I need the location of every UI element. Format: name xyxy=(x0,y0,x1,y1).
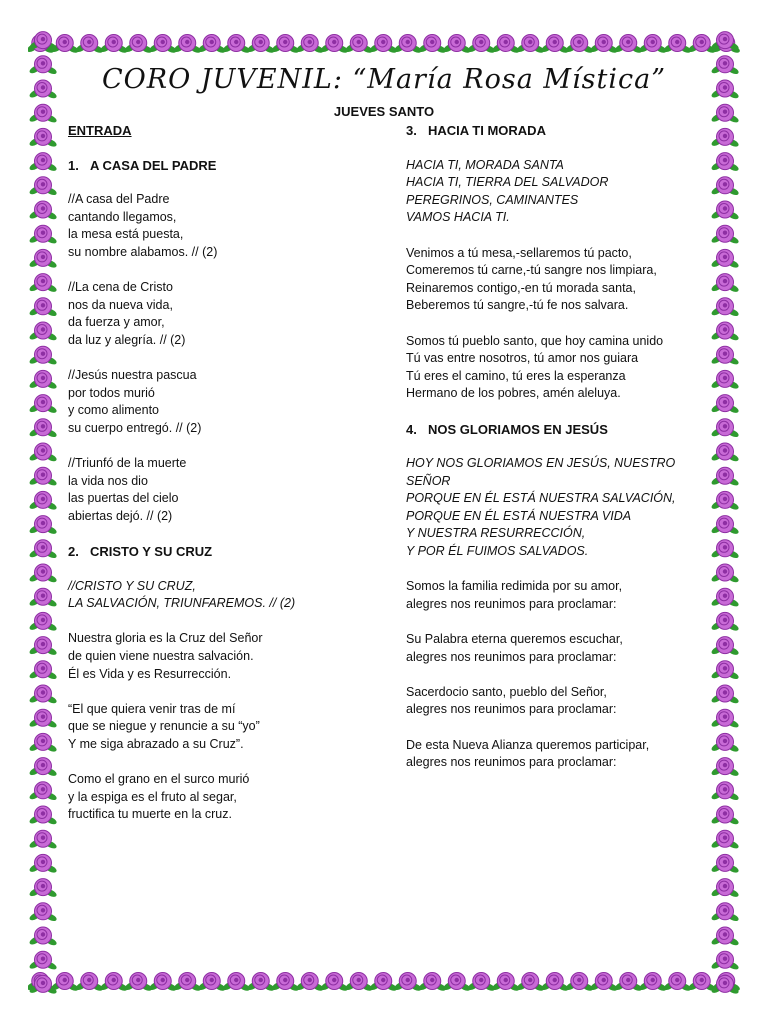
rose-flower-icon xyxy=(28,540,57,560)
stanza xyxy=(68,455,388,525)
rose-flower-icon xyxy=(271,973,300,993)
rose-border-bottom xyxy=(28,966,740,996)
rose-flower-icon xyxy=(344,973,373,993)
rose-flower-icon xyxy=(467,35,496,55)
song-title-hacia-ti-morada xyxy=(406,122,706,140)
rose-flower-icon xyxy=(28,274,57,294)
lyric-line: fructifica tu muerte en la cruz. xyxy=(68,807,232,822)
lyric-line: Hermano de los pobres, amén aleluya. xyxy=(406,386,621,401)
rose-flower-icon xyxy=(710,927,739,947)
lyric-line: cantando llegamos, xyxy=(68,209,177,224)
rose-flower-icon xyxy=(710,80,739,100)
lyric-line: nos da nueva vida, xyxy=(68,297,173,312)
stanza xyxy=(68,771,388,824)
song-number: 1. xyxy=(68,157,79,173)
lyric-line: //Triunfó de la muerte xyxy=(68,456,187,471)
song-title-text: A CASA DEL PADRE xyxy=(90,157,217,173)
chorus-line: PORQUE EN ÉL ESTÁ NUESTRA SALVACIÓN, xyxy=(406,491,676,506)
rose-flower-icon xyxy=(28,516,57,536)
rose-flower-icon xyxy=(710,685,739,705)
chorus-line: SEÑOR xyxy=(406,473,451,488)
rose-flower-icon xyxy=(271,35,300,55)
rose-flower-icon xyxy=(710,225,739,245)
rose-flower-icon xyxy=(491,973,520,993)
rose-flower-icon xyxy=(28,395,57,415)
chorus-line: PORQUE EN ÉL ESTÁ NUESTRA VIDA xyxy=(406,508,632,523)
left-column xyxy=(68,122,388,842)
page-subtitle: JUEVES SANTO xyxy=(333,104,435,119)
rose-flower-icon xyxy=(710,346,739,366)
rose-flower-icon xyxy=(710,491,739,511)
rose-flower-icon xyxy=(28,564,57,584)
rose-flower-icon xyxy=(393,973,422,993)
lyric-line: su nombre alabamos. // (2) xyxy=(68,244,218,259)
rose-flower-icon xyxy=(75,973,104,993)
rose-flower-icon xyxy=(124,35,153,55)
rose-flower-icon xyxy=(28,806,57,826)
rose-flower-icon xyxy=(710,709,739,729)
rose-border-svg xyxy=(28,966,740,996)
rose-flower-icon xyxy=(710,128,739,148)
rose-flower-icon xyxy=(467,973,496,993)
right-column xyxy=(406,122,706,789)
rose-flower-icon xyxy=(710,612,739,632)
rose-flower-icon xyxy=(28,975,57,995)
rose-flower-icon xyxy=(28,128,57,148)
lyric-line: y como alimento xyxy=(68,403,160,418)
stanza xyxy=(68,279,388,349)
rose-flower-icon xyxy=(28,903,57,923)
lyric-line: que se niegue y renuncie a su “yo” xyxy=(68,719,260,734)
rose-flower-icon xyxy=(540,973,569,993)
rose-flower-icon xyxy=(710,32,739,52)
rose-flower-icon xyxy=(246,35,275,55)
rose-flower-icon xyxy=(491,35,520,55)
lyric-line: de quien viene nuestra salvación. xyxy=(68,649,254,664)
rose-flower-icon xyxy=(710,370,739,390)
rose-flower-icon xyxy=(28,32,57,52)
rose-flower-icon xyxy=(710,903,739,923)
rose-flower-icon xyxy=(565,973,594,993)
lyric-line: Somos tú pueblo santo, que hoy camina unido xyxy=(406,333,664,348)
rose-flower-icon xyxy=(28,491,57,511)
lyric-line: Somos la familia redimida por su amor, xyxy=(406,579,623,594)
rose-flower-icon xyxy=(710,395,739,415)
lyric-line: “El que quiera venir tras de mí xyxy=(68,701,236,716)
rose-flower-icon xyxy=(28,298,57,318)
chorus-line: HOY NOS GLORIAMOS EN JESÚS, NUESTRO xyxy=(406,456,676,471)
songsheet-page xyxy=(62,62,706,962)
rose-flower-icon xyxy=(710,153,739,173)
chorus-line: PEREGRINOS, CAMINANTES xyxy=(406,192,579,207)
lyric-line: Reinaremos contigo,-en tú morada santa, xyxy=(406,280,636,295)
lyric-line: Tú eres el camino, tú eres la esperanza xyxy=(406,368,626,383)
lyric-line: Comeremos tú carne,-tú sangre nos limpiara, xyxy=(406,263,657,278)
rose-flower-icon xyxy=(369,973,398,993)
rose-flower-icon xyxy=(148,35,177,55)
rose-flower-icon xyxy=(418,35,447,55)
rose-flower-icon xyxy=(75,35,104,55)
rose-flower-icon xyxy=(442,973,471,993)
lyric-line: y la espiga es el fruto al segar, xyxy=(68,789,237,804)
rose-flower-icon xyxy=(28,322,57,342)
rose-flower-icon xyxy=(614,973,643,993)
rose-flower-icon xyxy=(710,879,739,899)
chorus xyxy=(68,578,388,613)
stanza xyxy=(68,630,388,683)
rose-flower-icon xyxy=(710,467,739,487)
rose-flower-icon xyxy=(222,973,251,993)
chorus-line: VAMOS HACIA TI. xyxy=(406,210,510,225)
rose-flower-icon xyxy=(516,973,545,993)
rose-flower-icon xyxy=(710,588,739,608)
rose-flower-icon xyxy=(320,35,349,55)
rose-flower-icon xyxy=(638,973,667,993)
rose-flower-icon xyxy=(710,298,739,318)
rose-flower-icon xyxy=(710,104,739,124)
rose-flower-icon xyxy=(710,540,739,560)
rose-flower-icon xyxy=(28,661,57,681)
rose-flower-icon xyxy=(173,973,202,993)
lyric-line: Él es Vida y es Resurrección. xyxy=(68,666,232,681)
rose-flower-icon xyxy=(710,975,739,995)
chorus-line: HACIA TI, MORADA SANTA xyxy=(406,157,564,172)
rose-flower-icon xyxy=(516,35,545,55)
rose-flower-icon xyxy=(710,201,739,221)
rose-flower-icon xyxy=(28,685,57,705)
rose-flower-icon xyxy=(663,35,692,55)
rose-flower-icon xyxy=(565,35,594,55)
section-heading-entrada: ENTRADA xyxy=(68,123,132,138)
lyric-line: alegres nos reunimos para proclamar: xyxy=(406,596,617,611)
rose-flower-icon xyxy=(28,854,57,874)
rose-flower-icon xyxy=(28,951,57,971)
song-number: 3. xyxy=(406,123,417,138)
song-title-text: HACIA TI MORADA xyxy=(428,123,546,138)
rose-flower-icon xyxy=(710,322,739,342)
rose-flower-icon xyxy=(28,370,57,390)
rose-flower-icon xyxy=(173,35,202,55)
rose-flower-icon xyxy=(614,35,643,55)
rose-border-svg xyxy=(28,28,740,58)
rose-flower-icon xyxy=(246,973,275,993)
lyric-line: la mesa está puesta, xyxy=(68,227,184,242)
rose-flower-icon xyxy=(295,35,324,55)
lyric-line: //Jesús nuestra pascua xyxy=(68,368,197,383)
stanza xyxy=(68,701,388,754)
song-title-text: NOS GLORIAMOS EN JESÚS xyxy=(428,421,608,437)
rose-flower-icon xyxy=(710,830,739,850)
rose-flower-icon xyxy=(28,733,57,753)
stanza xyxy=(406,333,706,403)
chorus-line: Y POR ÉL FUIMOS SALVADOS. xyxy=(406,544,589,559)
lyric-line: Y me siga abrazado a su Cruz”. xyxy=(68,737,244,751)
rose-flower-icon xyxy=(710,637,739,657)
rose-border-top xyxy=(28,28,740,58)
song-title-a-casa-del-padre xyxy=(68,157,388,175)
rose-flower-icon xyxy=(710,806,739,826)
lyric-line: Tú vas entre nosotros, tú amor nos guiara xyxy=(406,351,639,366)
stanza xyxy=(68,191,388,261)
rose-border-right xyxy=(710,28,740,996)
lyric-line: //A casa del Padre xyxy=(68,192,170,207)
rose-flower-icon xyxy=(710,951,739,971)
rose-flower-icon xyxy=(28,177,57,197)
rose-flower-icon xyxy=(320,973,349,993)
rose-flower-icon xyxy=(197,35,226,55)
lyric-line: da luz y alegría. // (2) xyxy=(68,332,186,347)
rose-flower-icon xyxy=(28,56,57,76)
rose-flower-icon xyxy=(710,661,739,681)
rose-flower-icon xyxy=(99,35,128,55)
song-title-nos-gloriamos-en-jesus xyxy=(406,421,706,439)
stanza xyxy=(406,684,706,719)
rose-border-svg xyxy=(28,28,58,996)
rose-flower-icon xyxy=(28,758,57,778)
lyric-line: De esta Nueva Alianza queremos participar, xyxy=(406,737,650,752)
rose-flower-icon xyxy=(710,274,739,294)
page-title: CORO JUVENIL: “María Rosa Mística” xyxy=(101,64,667,95)
rose-flower-icon xyxy=(28,104,57,124)
rose-flower-icon xyxy=(28,346,57,366)
rose-flower-icon xyxy=(369,35,398,55)
lyric-line: Su Palabra eterna queremos escuchar, xyxy=(406,632,623,647)
rose-flower-icon xyxy=(222,35,251,55)
rose-flower-icon xyxy=(28,249,57,269)
rose-border-left xyxy=(28,28,58,996)
chorus-line: //CRISTO Y SU CRUZ, xyxy=(68,578,196,593)
rose-flower-icon xyxy=(710,782,739,802)
chorus-line: LA SALVACIÓN, TRIUNFAREMOS. // (2) xyxy=(68,596,296,611)
song-number: 2. xyxy=(68,544,79,560)
rose-flower-icon xyxy=(28,201,57,221)
song-title-cristo-y-su-cruz xyxy=(68,543,388,561)
lyric-line: da fuerza y amor, xyxy=(68,315,165,330)
rose-flower-icon xyxy=(418,973,447,993)
rose-flower-icon xyxy=(124,973,153,993)
rose-flower-icon xyxy=(710,758,739,778)
chorus xyxy=(406,455,706,561)
rose-flower-icon xyxy=(540,35,569,55)
rose-flower-icon xyxy=(710,854,739,874)
lyric-line: su cuerpo entregó. // (2) xyxy=(68,420,202,435)
lyric-line: alegres nos reunimos para proclamar: xyxy=(406,755,617,770)
rose-flower-icon xyxy=(710,249,739,269)
rose-flower-icon xyxy=(28,879,57,899)
lyric-line: Venimos a tú mesa,-sellaremos tú pacto, xyxy=(406,245,632,260)
chorus xyxy=(406,157,706,227)
lyric-line: Beberemos tú sangre,-tú fe nos salvara. xyxy=(406,298,629,313)
rose-flower-icon xyxy=(663,973,692,993)
rose-flower-icon xyxy=(28,153,57,173)
rose-flower-icon xyxy=(197,973,226,993)
chorus-line: HACIA TI, TIERRA DEL SALVADOR xyxy=(406,175,609,190)
rose-flower-icon xyxy=(710,443,739,463)
stanza xyxy=(406,631,706,666)
rose-flower-icon xyxy=(28,709,57,729)
lyric-line: Nuestra gloria es la Cruz del Señor xyxy=(68,631,263,646)
rose-flower-icon xyxy=(99,973,128,993)
song-title-text: CRISTO Y SU CRUZ xyxy=(90,544,213,560)
rose-flower-icon xyxy=(28,225,57,245)
rose-flower-icon xyxy=(710,56,739,76)
rose-flower-icon xyxy=(710,177,739,197)
rose-flower-icon xyxy=(710,516,739,536)
rose-border-svg xyxy=(710,28,740,996)
rose-flower-icon xyxy=(28,612,57,632)
lyric-line: alegres nos reunimos para proclamar: xyxy=(406,649,617,664)
stanza xyxy=(406,737,706,772)
rose-flower-icon xyxy=(344,35,373,55)
rose-flower-icon xyxy=(28,467,57,487)
rose-flower-icon xyxy=(148,973,177,993)
lyric-line: Como el grano en el surco murió xyxy=(68,772,250,787)
rose-flower-icon xyxy=(393,35,422,55)
rose-flower-icon xyxy=(589,35,618,55)
lyric-line: //La cena de Cristo xyxy=(68,280,173,295)
lyric-line: Sacerdocio santo, pueblo del Señor, xyxy=(406,684,607,699)
chorus-line: Y NUESTRA RESURRECCIÓN, xyxy=(406,526,586,541)
stanza xyxy=(406,245,706,315)
song-number: 4. xyxy=(406,421,417,437)
rose-flower-icon xyxy=(710,564,739,584)
rose-flower-icon xyxy=(442,35,471,55)
rose-flower-icon xyxy=(28,830,57,850)
rose-flower-icon xyxy=(28,588,57,608)
stanza xyxy=(68,367,388,437)
rose-flower-icon xyxy=(638,35,667,55)
lyric-line: alegres nos reunimos para proclamar: xyxy=(406,702,617,717)
lyric-line: abiertas dejó. // (2) xyxy=(68,508,173,523)
lyric-line: la vida nos dio xyxy=(68,473,148,488)
rose-flower-icon xyxy=(28,782,57,802)
rose-flower-icon xyxy=(28,80,57,100)
rose-flower-icon xyxy=(710,419,739,439)
rose-flower-icon xyxy=(28,443,57,463)
rose-flower-icon xyxy=(28,637,57,657)
rose-flower-icon xyxy=(295,973,324,993)
rose-flower-icon xyxy=(28,419,57,439)
lyric-line: las puertas del cielo xyxy=(68,491,179,506)
rose-flower-icon xyxy=(28,927,57,947)
lyric-line: por todos murió xyxy=(68,385,155,400)
rose-flower-icon xyxy=(589,973,618,993)
stanza xyxy=(406,578,706,613)
rose-flower-icon xyxy=(710,733,739,753)
